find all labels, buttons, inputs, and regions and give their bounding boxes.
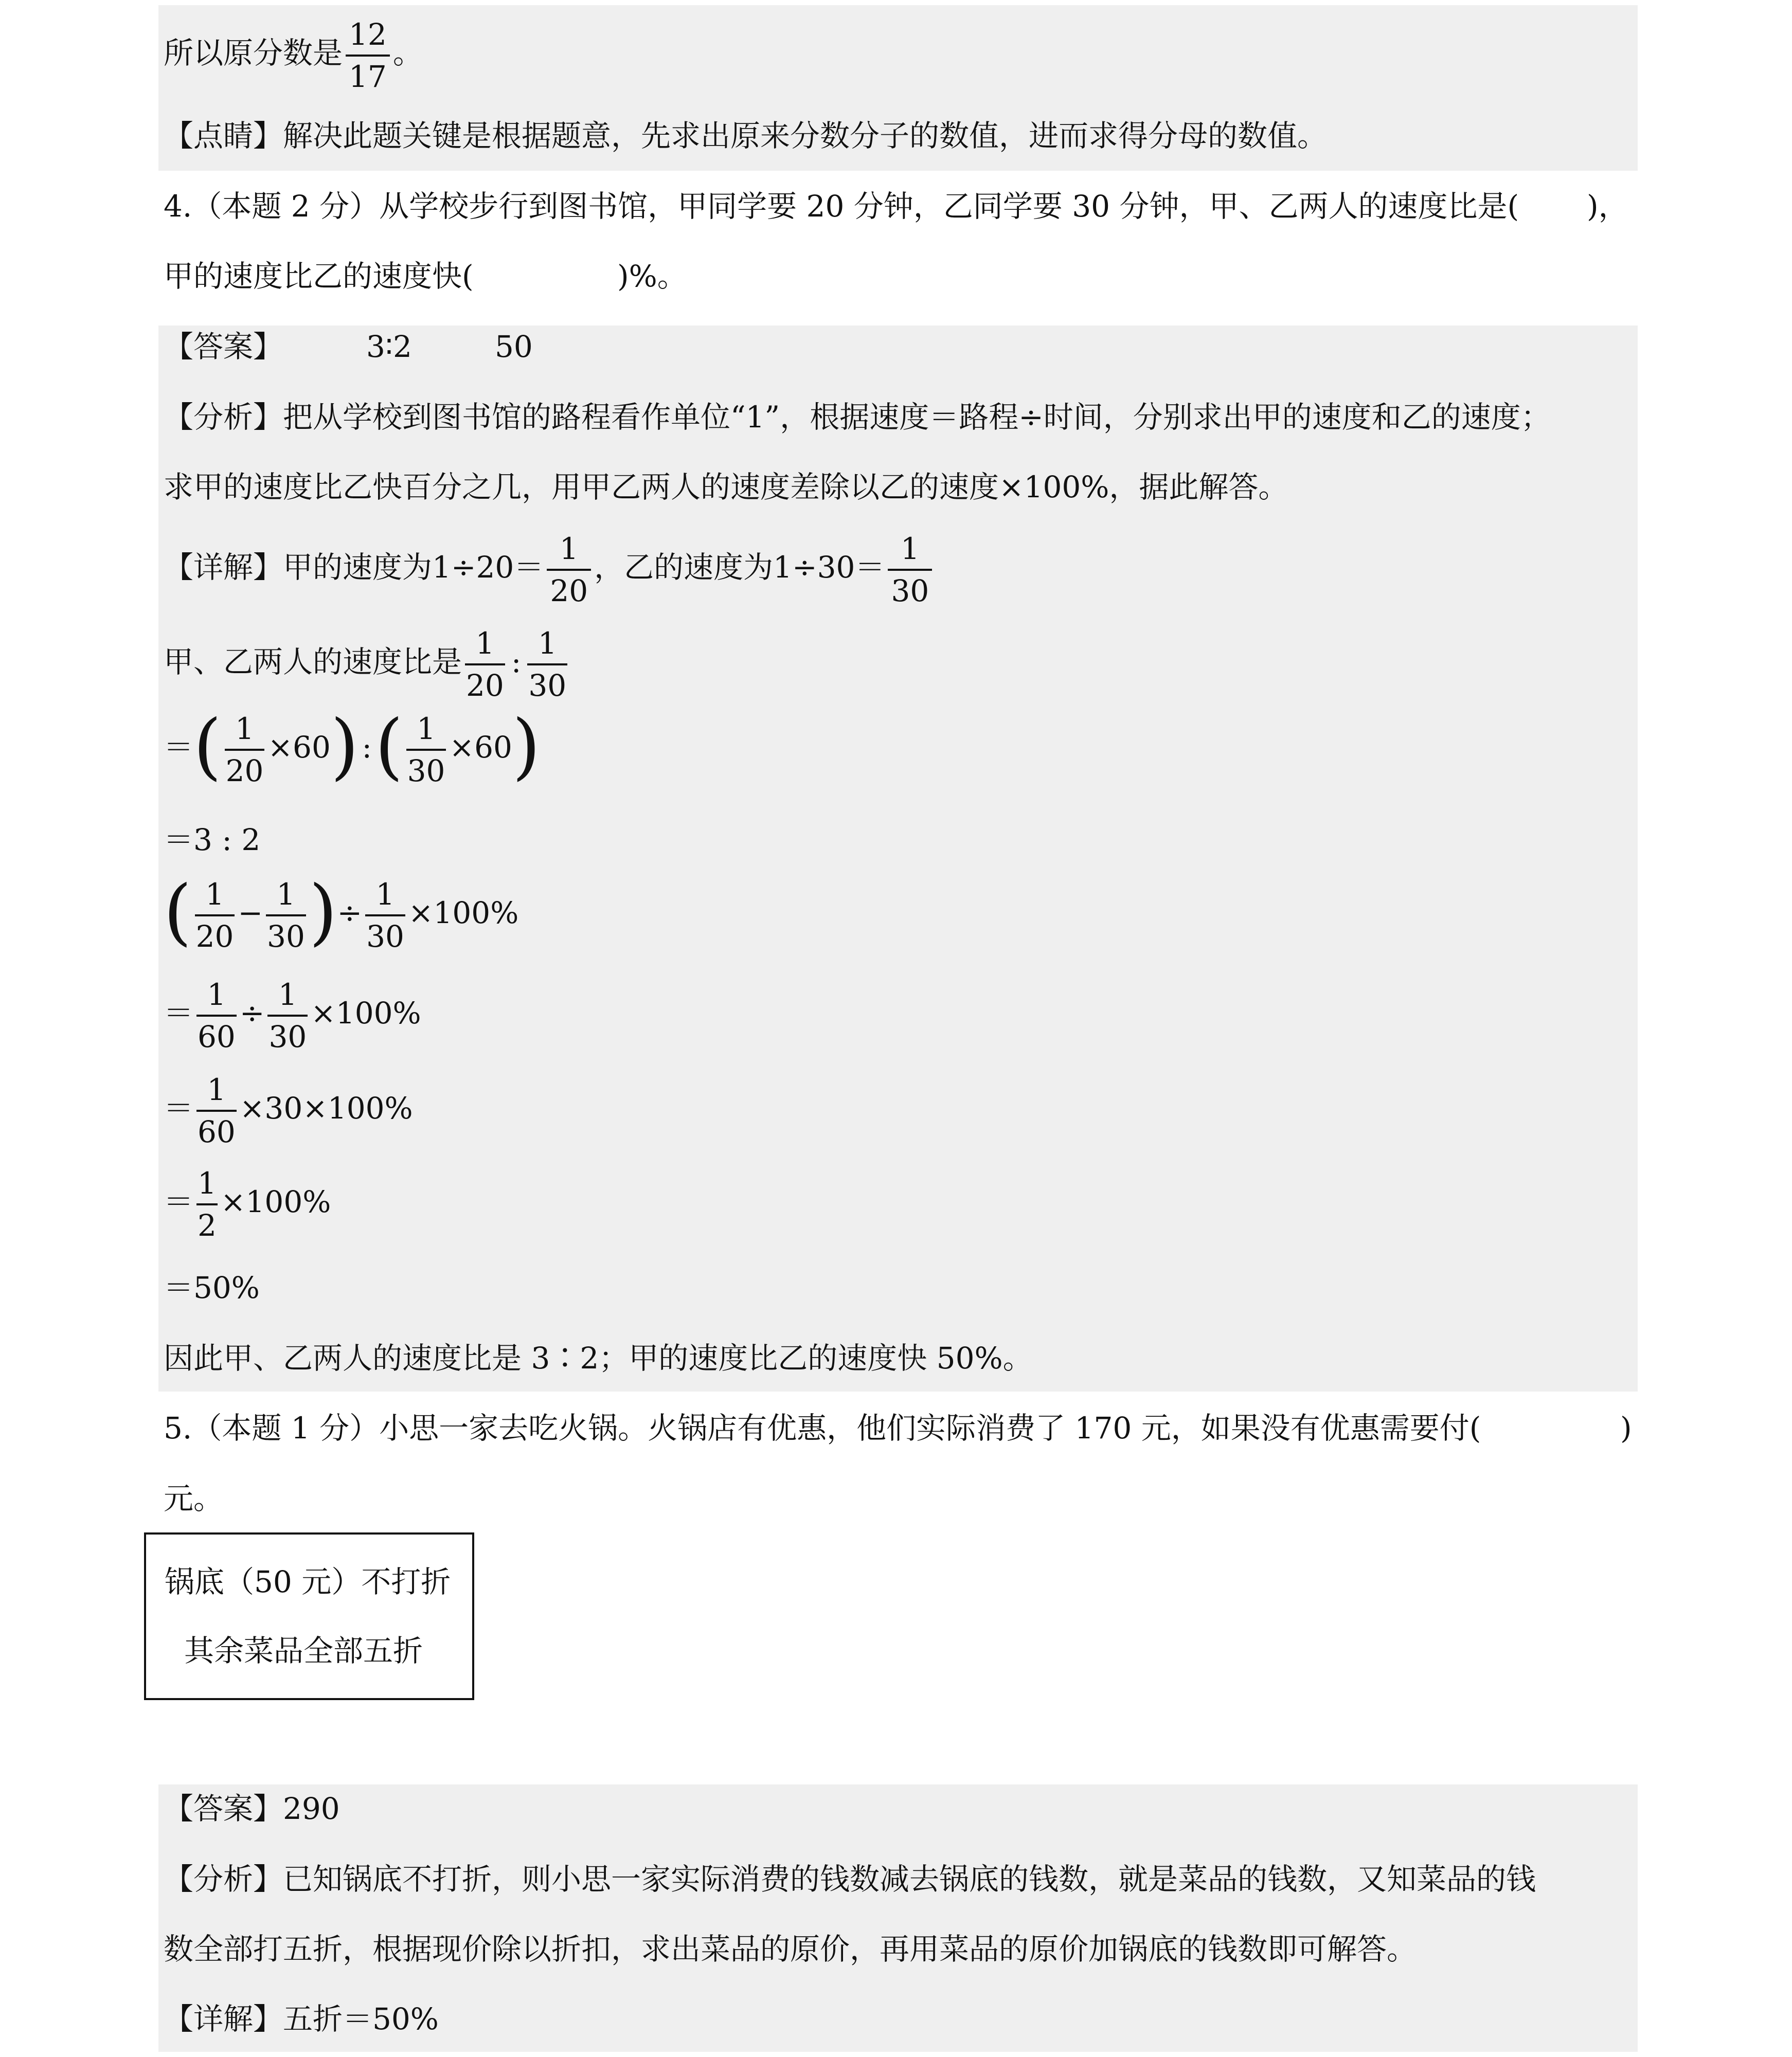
q4-question-line1-end: )， <box>1587 189 1628 224</box>
q4-eq-step1: ＝( $\frac{1}{20}$ ×60) :( $\frac{1}{30}$ ×60) <box>164 705 541 788</box>
q4-eq-step3: ＝ $\frac{1}{60}$ ÷ $\frac{1}{30}$ ×100% <box>164 977 421 1054</box>
discount-line-base: 锅底（50 元）不打折 <box>165 1564 451 1599</box>
q4-answer-label: 【答案】 <box>164 329 283 364</box>
q4-answer-1: 3∶2 <box>366 329 412 364</box>
prev-conclusion: 所以原分数是 $\frac{12}{17}$ 。 <box>164 17 423 94</box>
fraction-denominator: 17 <box>346 55 390 92</box>
q4-question-line2-end: )%。 <box>617 259 687 294</box>
q4-ratio-line: 甲、乙两人的速度比是 $\frac{1}{20}$ : $\frac{1}{30}$ <box>164 626 567 703</box>
q5-analysis-1: 【分析】已知锅底不打折，则小思一家实际消费的钱数减去锅底的钱数，就是菜品的钱数，又知菜品的钱 <box>164 1862 1536 1897</box>
q4-eq-step5: ＝ $\frac{1}{2}$ ×100% <box>164 1166 331 1243</box>
q5-detail: 【详解】五折＝50% <box>164 2001 439 2036</box>
fraction-numerator: 12 <box>349 17 387 52</box>
q4-eq-ratio-result: ＝3 : 2 <box>164 822 261 857</box>
q5-answer: 【答案】290 <box>164 1791 340 1826</box>
q5-analysis-2: 数全部打五折，根据现价除以折扣，求出菜品的原价，再用菜品的原价加锅底的钱数即可解答。 <box>164 1932 1417 1966</box>
q4-analysis-2: 求甲的速度比乙快百分之几，用甲乙两人的速度差除以乙的速度×100%，据此解答。 <box>164 470 1288 504</box>
q5-question-line2: 元。 <box>164 1481 224 1516</box>
q4-detail-speeds: 【详解】甲的速度为1÷20＝ $\frac{1}{20}$ ，乙的速度为1÷30＝ $\frac{1}{30}$ <box>164 534 935 606</box>
discount-line-dishes: 其余菜品全部五折 <box>184 1633 423 1668</box>
q4-eq-step2: ( $\frac{1}{20}$ − $\frac{1}{30}$ )÷ $\frac{1}{30}$ ×100% <box>164 870 519 954</box>
q4-question-line2-start: 甲的速度比乙的速度快( <box>164 259 474 294</box>
q5-question-line1-end: ) <box>1620 1411 1632 1446</box>
q4-analysis-1: 【分析】把从学校到图书馆的路程看作单位“1”，根据速度＝路程÷时间，分别求出甲的速度和乙的速度； <box>164 400 1551 435</box>
q4-answer-2: 50 <box>495 329 533 364</box>
prev-tip: 【点睛】解决此题关键是根据题意，先求出原来分数分子的数值，进而求得分母的数值。 <box>164 118 1328 153</box>
q5-question-line1: 5.（本题 1 分）小思一家去吃火锅。火锅店有优惠，他们实际消费了 170 元，如果没有优惠需要付( <box>164 1411 1481 1446</box>
q4-eq-pct-result: ＝50% <box>164 1270 260 1305</box>
q4-eq-step4: ＝ $\frac{1}{60}$ ×30×100% <box>164 1072 413 1149</box>
q4-question-line1: 4.（本题 2 分）从学校步行到图书馆，甲同学要 20 分钟，乙同学要 30 分钟，甲、乙两人的速度比是( <box>164 189 1519 224</box>
q4-conclusion: 因此甲、乙两人的速度比是 3∶2；甲的速度比乙的速度快 50%。 <box>164 1341 1033 1376</box>
discount-notice-box <box>144 1532 474 1700</box>
